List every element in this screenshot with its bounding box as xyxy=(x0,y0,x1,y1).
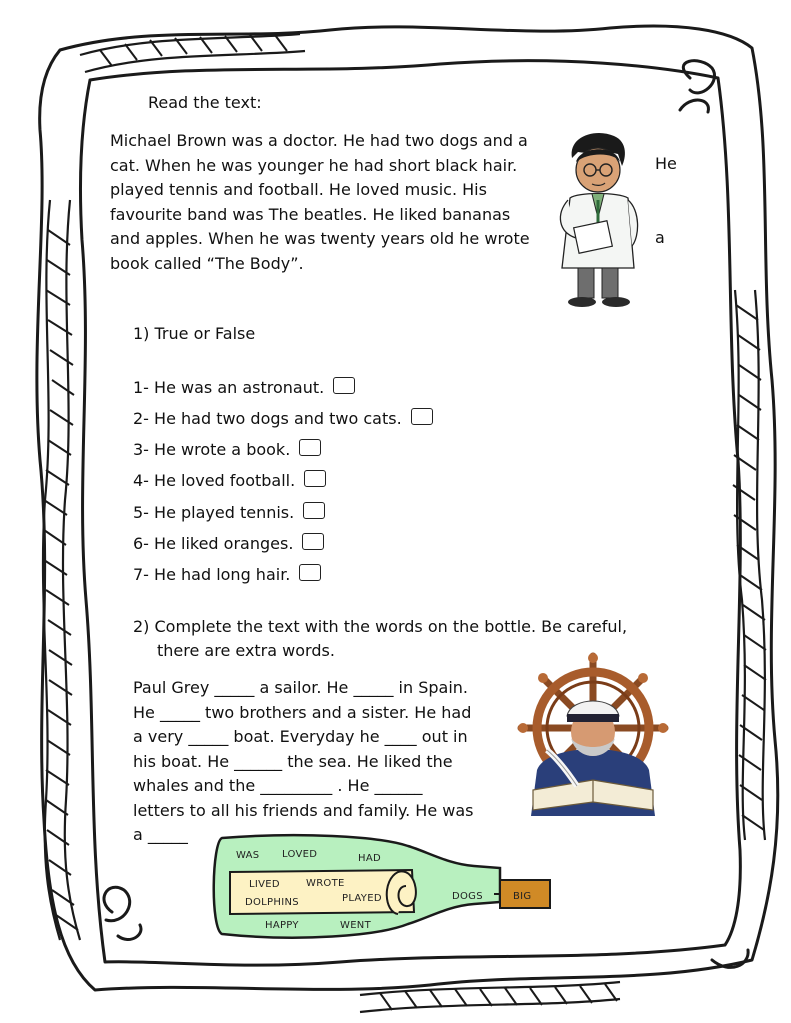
instruction-text: Read the text: xyxy=(148,93,262,112)
story-right-word-he: He xyxy=(655,154,677,173)
story-line: cat. When he was younger he had short black hair. xyxy=(110,155,518,175)
bottle-cork-word: BIG xyxy=(513,891,532,902)
bottle-word: LIVED xyxy=(249,879,280,890)
answer-checkbox[interactable] xyxy=(302,533,324,550)
bottle-word: WENT xyxy=(340,920,371,931)
bottle-word: HAPPY xyxy=(265,920,299,931)
doctor-illustration xyxy=(548,128,648,310)
bottle-word: WAS xyxy=(236,850,260,861)
cloze-line: a very _____ boat. Everyday he ____ out in xyxy=(133,727,468,746)
item-text: 4- He loved football. xyxy=(133,471,296,490)
answer-checkbox[interactable] xyxy=(299,564,321,581)
cloze-line: his boat. He ______ the sea. He liked the xyxy=(133,751,453,771)
sailor-illustration xyxy=(507,650,679,816)
exercise1-heading: 1) True or False xyxy=(133,324,256,343)
exercise2-heading-continued: there are extra words. xyxy=(157,641,335,660)
bottle-word: HAD xyxy=(358,853,381,864)
true-false-item xyxy=(133,438,321,462)
item-text: 3- He wrote a book. xyxy=(133,440,291,459)
cloze-line: Paul Grey _____ a sailor. He _____ in Spain. xyxy=(133,678,469,697)
answer-checkbox[interactable] xyxy=(333,377,355,394)
story-paragraph xyxy=(110,129,530,276)
bottle-word: WROTE xyxy=(306,878,345,889)
story-line: favourite band was The beatles. He liked bananas xyxy=(110,204,511,224)
bottle-word: DOGS xyxy=(452,891,483,902)
cloze-line: a _____ xyxy=(133,825,188,844)
item-text: 5- He played tennis. xyxy=(133,503,295,522)
true-false-item xyxy=(133,501,325,525)
item-text: 1- He was an astronaut. xyxy=(133,378,325,397)
bottle-word: PLAYED xyxy=(342,893,382,904)
cloze-paragraph xyxy=(133,676,473,848)
true-false-item xyxy=(133,376,355,400)
story-line: book called “The Body”. xyxy=(110,253,304,273)
story-right-word-a: a xyxy=(655,228,665,247)
story-line: Michael Brown was a doctor. He had two dogs and a xyxy=(110,131,528,150)
cloze-line: letters to all his friends and family. He was xyxy=(133,800,474,820)
true-false-item xyxy=(133,469,326,493)
story-line: played tennis and football. He loved music. His xyxy=(110,180,487,199)
story-line: and apples. When he was twenty years old he wrote xyxy=(110,229,530,248)
item-text: 6- He liked oranges. xyxy=(133,534,294,553)
cloze-line: He _____ two brothers and a sister. He had xyxy=(133,702,472,722)
answer-checkbox[interactable] xyxy=(299,439,321,456)
cloze-line: whales and the _________ . He ______ xyxy=(133,776,423,795)
answer-checkbox[interactable] xyxy=(304,470,326,487)
exercise2-heading: 2) Complete the text with the words on the bottle. Be careful, xyxy=(133,617,628,636)
bottle-word: DOLPHINS xyxy=(245,897,299,908)
true-false-item xyxy=(133,532,324,556)
item-text: 7- He had long hair. xyxy=(133,565,291,584)
bottle-word: LOVED xyxy=(282,849,318,860)
true-false-item xyxy=(133,407,433,431)
true-false-item xyxy=(133,563,321,587)
answer-checkbox[interactable] xyxy=(303,502,325,519)
item-text: 2- He had two dogs and two cats. xyxy=(133,409,402,428)
answer-checkbox[interactable] xyxy=(411,408,433,425)
